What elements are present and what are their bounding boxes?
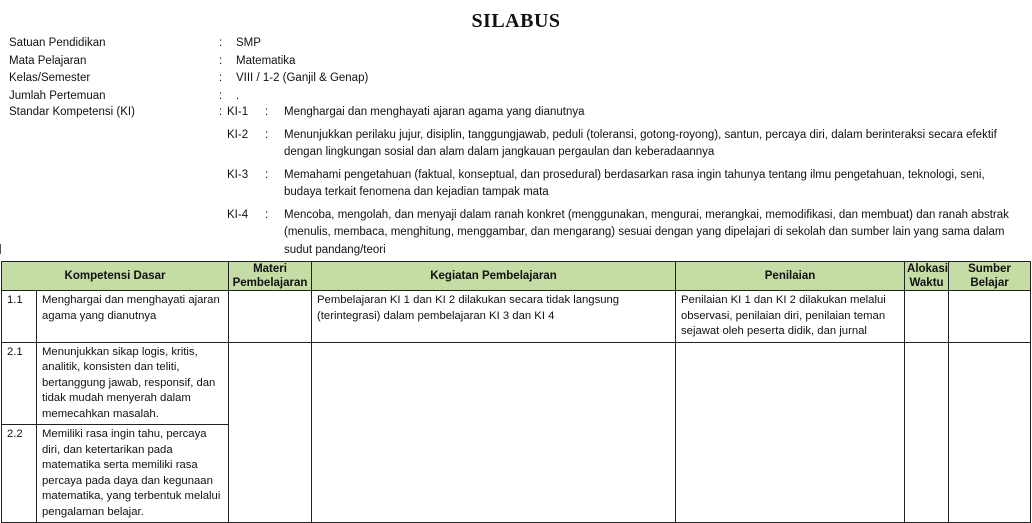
- sumber-cell: [949, 291, 1031, 343]
- kd-number: 2.2: [2, 425, 37, 523]
- info-row-pertemuan: [9, 88, 1024, 106]
- info-colon: :: [219, 54, 223, 67]
- header-kegiatan: Kegiatan Pembelajaran: [312, 262, 676, 291]
- kd-number: 2.1: [2, 342, 37, 425]
- header-materi: Materi Pembelajaran: [229, 262, 312, 291]
- header-sumber: Sumber Belajar: [949, 262, 1031, 291]
- alokasi-cell: [905, 342, 949, 523]
- margin-mark: [0, 244, 1, 254]
- ki-item: [227, 207, 1017, 260]
- ki-text: Memahami pengetahuan (faktual, konseptual, dan prosedural) berdasarkan rasa ingin tahunya tentang ilmu pengetahuan, teknologi, seni, budaya terkait fenomena dan kejadian tampak mata: [284, 168, 985, 198]
- ki-code: KI-1: [227, 106, 249, 118]
- kd-text: Menunjukkan sikap logis, kritis, analitik, konsisten dan teliti, bertanggung jawab, responsif, dan tidak mudah menyerah dalam memecahkan masalah.: [37, 342, 229, 425]
- ki-item: [227, 104, 1017, 122]
- ki-colon: :: [265, 208, 269, 221]
- info-value: VIII / 1-2 (Ganjil & Genap): [236, 72, 369, 84]
- document-title: SILABUS: [471, 10, 561, 32]
- ki-code: KI-2: [227, 128, 249, 141]
- info-value: Matematika: [236, 54, 296, 67]
- ki-text: Menghargai dan menghayati ajaran agama yang dianutnya: [284, 106, 585, 118]
- header-alokasi: Alokasi Waktu: [905, 262, 949, 291]
- table-row: [2, 342, 1031, 425]
- kegiatan-cell: [312, 342, 676, 523]
- header-kompetensi-dasar: Kompetensi Dasar: [2, 262, 229, 291]
- info-value: SMP: [236, 37, 261, 49]
- info-colon: :: [219, 89, 223, 102]
- ki-colon: :: [265, 106, 269, 118]
- materi-cell: [229, 291, 312, 343]
- ki-code: KI-4: [227, 208, 249, 221]
- info-value: .: [236, 89, 240, 102]
- info-label: Satuan Pendidikan: [9, 37, 106, 49]
- standar-colon: :: [219, 106, 223, 118]
- sumber-cell: [949, 342, 1031, 523]
- table-header-row: [2, 262, 1031, 291]
- ki-colon: :: [265, 128, 269, 141]
- kd-number: 1.1: [2, 291, 37, 343]
- identity-section: [9, 35, 1024, 105]
- info-label: Kelas/Semester: [9, 72, 91, 84]
- kd-text: Memiliki rasa ingin tahu, percaya diri, dan ketertarikan pada matematika serta memiliki rasa percaya pada daya dan kegunaan matematika, yang terbentuk melalui pengalaman belajar.: [37, 425, 229, 523]
- ki-colon: :: [265, 168, 269, 181]
- standar-label: Standar Kompetensi (KI): [9, 106, 135, 118]
- info-label: Jumlah Pertemuan: [9, 89, 106, 102]
- info-label: Mata Pelajaran: [9, 54, 87, 67]
- ki-code: KI-3: [227, 168, 249, 181]
- penilaian-cell: [676, 342, 905, 523]
- syllabus-table: [1, 261, 1031, 523]
- penilaian-cell: Penilaian KI 1 dan KI 2 dilakukan melalui observasi, penilaian diri, penilaian teman sejawat oleh peserta didik, dan jurnal: [676, 291, 905, 343]
- ki-text: Mencoba, mengolah, dan menyaji dalam ranah konkret (menggunakan, mengurai, merangkai, memodifikasi, dan membuat) dan ranah abstrak (menulis, membaca, menghitung, menggambar, dan mengarang) sesuai dengan yang dipelajari di sekolah dan sumber lain yang sama dalam sudut pandang/teori: [284, 208, 1009, 256]
- kegiatan-cell: Pembelajaran KI 1 dan KI 2 dilakukan secara tidak langsung (terintegrasi) dalam pembelajaran KI 3 dan KI 4: [312, 291, 676, 343]
- ki-list: [227, 104, 1017, 264]
- header-penilaian: Penilaian: [676, 262, 905, 291]
- info-colon: :: [219, 72, 223, 84]
- table-row: [2, 291, 1031, 343]
- ki-text: Menunjukkan perilaku jujur, disiplin, tanggungjawab, peduli (toleransi, gotong-royong), santun, percaya diri, dalam berinteraksi secara efektif dengan lingkungan sosial dan alam dalam jangkauan pergaulan dan keberadaannya: [284, 128, 997, 158]
- materi-cell: [229, 342, 312, 523]
- kd-text: Menghargai dan menghayati ajaran agama yang dianutnya: [37, 291, 229, 343]
- ki-item: [227, 127, 1017, 162]
- alokasi-cell: [905, 291, 949, 343]
- info-row-mapel: [9, 53, 1024, 71]
- ki-item: [227, 167, 1017, 202]
- info-row-kelas: [9, 70, 1024, 88]
- info-colon: :: [219, 37, 223, 49]
- info-row-satuan: [9, 35, 1024, 53]
